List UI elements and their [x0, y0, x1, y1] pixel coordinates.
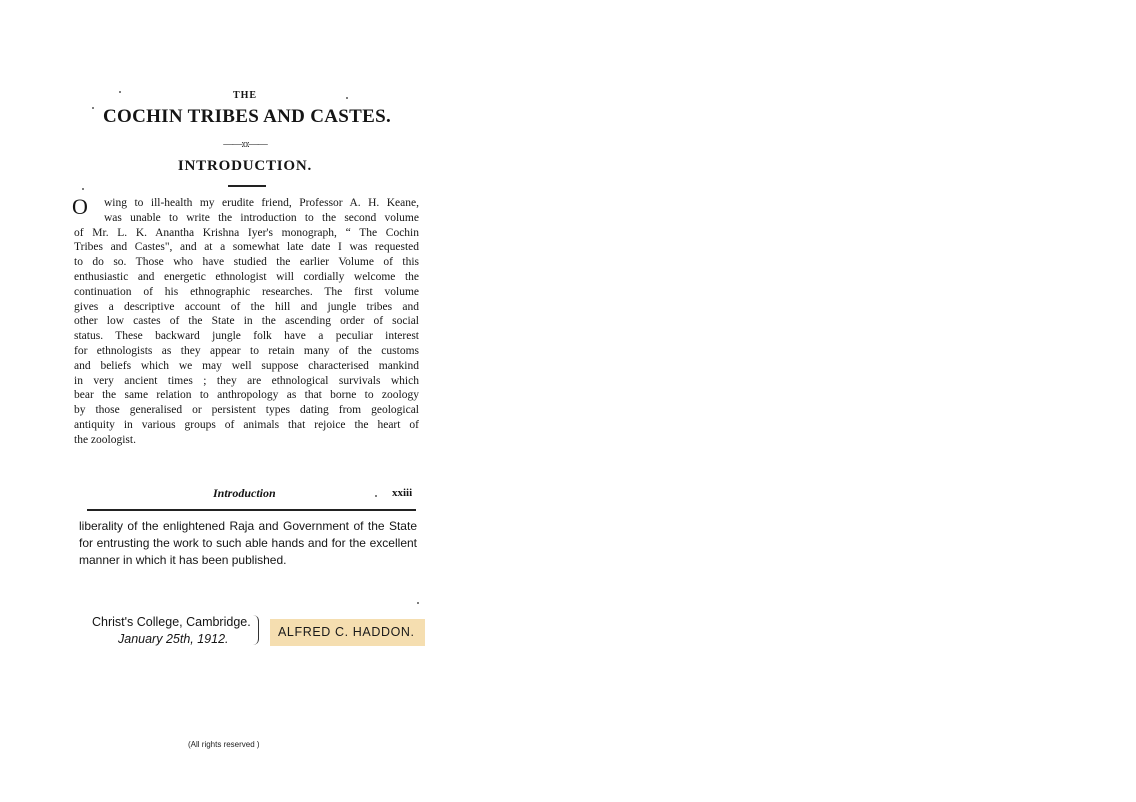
paragraph-line: for entrusting the work to such able hands and for the excellent	[79, 536, 417, 550]
scan-speck	[417, 602, 419, 604]
intro-paragraph	[74, 196, 419, 448]
paragraph-line: Tribes and Castes", and at a somewhat late date I was requested	[74, 241, 419, 254]
drop-cap: O	[72, 194, 88, 219]
paragraph-line: wing to ill-health my erudite friend, Professor A. H. Keane,	[104, 197, 419, 209]
paragraph-line: liberality of the enlightened Raja and Government of the State	[79, 519, 417, 533]
paragraph-line: status. These backward jungle folk have a peculiar interest	[74, 330, 419, 343]
signoff-place: Christ's College, Cambridge.	[92, 615, 251, 629]
paragraph-line: in very ancient times ; they are ethnological survivals which	[74, 374, 419, 387]
paragraph-line: gives a descriptive account of the hill and jungle tribes and	[74, 300, 419, 313]
title-ornament: ——:o:——	[223, 139, 267, 150]
paragraph-line: continuation of his ethnographic researches. The first volume	[74, 285, 419, 298]
rights-notice: (All rights reserved )	[188, 740, 260, 749]
signoff-brace	[252, 615, 259, 645]
paragraph-line: enthusiastic and energetic ethnologist will cordially welcome the	[74, 270, 419, 283]
author-signature: ALFRED C. HADDON.	[278, 625, 415, 639]
scan-speck	[119, 91, 121, 93]
paragraph-line: antiquity in various groups of animals that rejoice the heart of	[74, 418, 419, 431]
paragraph-line: by those generalised or persistent types dating from geological	[74, 404, 419, 417]
paragraph-line: the zoologist.	[74, 433, 136, 446]
scan-speck	[375, 495, 377, 497]
closing-paragraph	[79, 518, 417, 569]
scan-speck	[82, 188, 84, 190]
page-title: COCHIN TRIBES AND CASTES.	[102, 106, 391, 127]
paragraph-line: bear the same relation to anthropology as that borne to zoology	[74, 389, 419, 402]
paragraph-line: was unable to write the introduction to the second volume	[104, 211, 419, 224]
title-prefix: THE	[232, 90, 258, 101]
page-number: xxiii	[392, 487, 413, 499]
scan-speck	[346, 97, 348, 99]
scan-speck	[92, 107, 94, 109]
heading-divider	[228, 185, 266, 187]
paragraph-line: other low castes of the State in the ascending order of social	[74, 315, 419, 328]
paragraph-line: for ethnologists as they appear to retain many of the customs	[74, 344, 419, 357]
section-heading: INTRODUCTION.	[177, 158, 313, 174]
running-head-title: Introduction	[213, 486, 276, 500]
paragraph-line: and beliefs which we may well suppose characterised mankind	[74, 359, 419, 372]
signoff-date: January 25th, 1912.	[118, 632, 229, 646]
paragraph-line: manner in which it has been published.	[79, 553, 287, 567]
paragraph-line: of Mr. L. K. Anantha Krishna Iyer's monograph, “ The Cochin	[74, 226, 419, 239]
running-head-rule	[87, 509, 416, 511]
paragraph-line: to do so. Those who have studied the earlier Volume of this	[74, 256, 419, 269]
